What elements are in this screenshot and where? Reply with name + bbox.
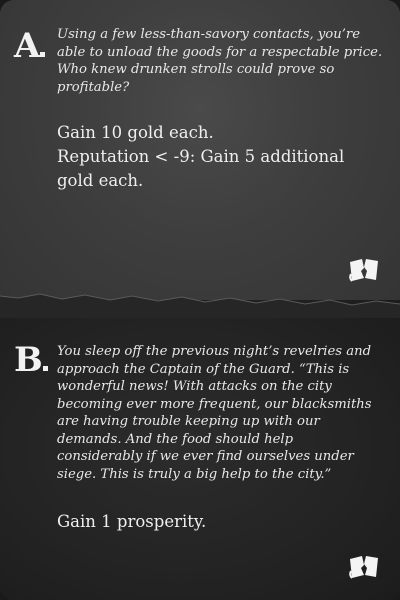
option-a-letter-text: A	[14, 26, 40, 66]
letter-dot	[40, 52, 45, 57]
option-a-effect-gold: Gain 10 gold each.	[57, 123, 214, 142]
option-b-letter-text: B	[14, 340, 42, 380]
torn-edge-divider	[0, 288, 400, 318]
option-a-effect-reputation: Reputation < -9: Gain 5 additional gold each.	[57, 147, 345, 190]
scroll-icon	[347, 553, 381, 581]
letter-dot	[43, 366, 48, 371]
scroll-icon	[347, 256, 381, 284]
option-b-flavor-text: You sleep off the previous night’s revelries and approach the Captain of the Guard. “This is wonderful news! With attacks on the city becoming ever more frequent, our blacksmiths are having trouble keeping up with our demands. And the food should help considerably if we ever find ourselves under siege. This is truly a big help to the city.”	[57, 344, 372, 482]
option-a-letter	[14, 26, 45, 66]
option-b-effect-prosperity: Gain 1 prosperity.	[57, 512, 207, 531]
option-a-flavor-text: Using a few less-than-savory contacts, you’re able to unload the goods for a respectable price. Who knew drunken strolls could prove so profitable?	[57, 27, 383, 95]
option-b-letter	[14, 340, 48, 380]
